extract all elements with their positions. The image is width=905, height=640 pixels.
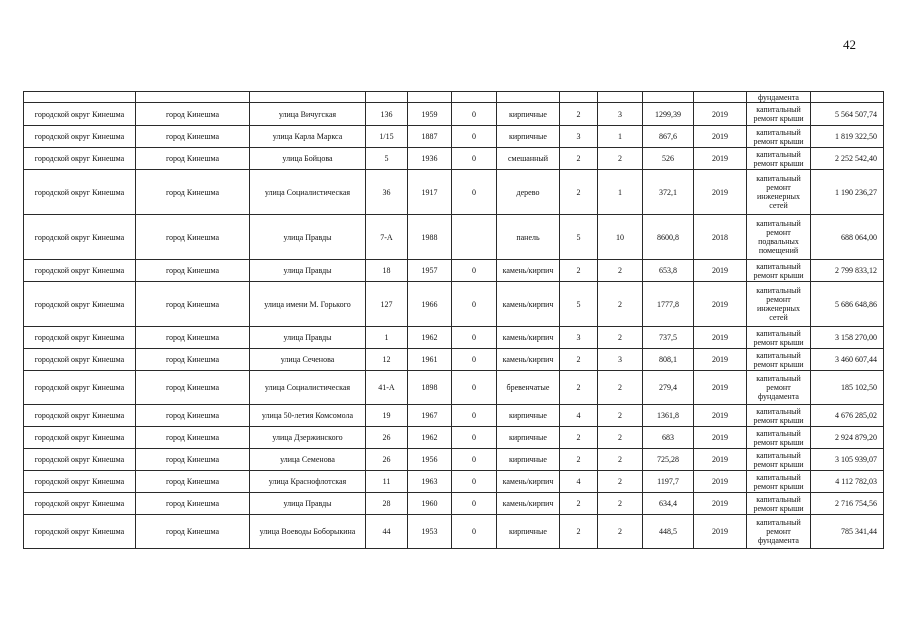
cell-floors: 4: [560, 405, 598, 427]
cell-area: 867,6: [643, 126, 694, 148]
cell-floors: 2: [560, 170, 598, 215]
cell-material: панель: [497, 215, 560, 260]
cell-year: 1961: [408, 349, 452, 371]
cell-district: городской округ Кинешма: [24, 493, 136, 515]
cell-area: 526: [643, 148, 694, 170]
cell-city: город Кинешма: [136, 327, 250, 349]
cell-planned-year: 2019: [694, 103, 747, 126]
cell-material: кирпичные: [497, 515, 560, 549]
work-type-cell: фундамента: [747, 92, 811, 103]
cell-col7: 0: [452, 449, 497, 471]
cell-work: капитальный ремонт крыши: [747, 405, 811, 427]
cell-entrances: 2: [598, 148, 643, 170]
cell-city: город Кинешма: [136, 449, 250, 471]
cell-planned-year: 2019: [694, 327, 747, 349]
cell-work: капитальный ремонт инженерных сетей: [747, 282, 811, 327]
cell-material: камень/кирпич: [497, 471, 560, 493]
cell-work: капитальный ремонт крыши: [747, 126, 811, 148]
cell-floors: 2: [560, 103, 598, 126]
table-row: [24, 405, 884, 427]
cell-house: 19: [366, 405, 408, 427]
cell-street: улица Сеченова: [250, 349, 366, 371]
cell-work: капитальный ремонт крыши: [747, 493, 811, 515]
cell-work: капитальный ремонт подвальных помещений: [747, 215, 811, 260]
cell-cost: 1 190 236,27: [811, 170, 884, 215]
cell-street: улица имени М. Горького: [250, 282, 366, 327]
cell-year: 1960: [408, 493, 452, 515]
cell-city: город Кинешма: [136, 282, 250, 327]
cell-cost: 2 716 754,56: [811, 493, 884, 515]
cell-year: 1936: [408, 148, 452, 170]
cell-planned-year: 2019: [694, 349, 747, 371]
table-row: [24, 215, 884, 260]
cell-house: 127: [366, 282, 408, 327]
cell-floors: 2: [560, 349, 598, 371]
cell-work: капитальный ремонт крыши: [747, 327, 811, 349]
cell-work: капитальный ремонт крыши: [747, 349, 811, 371]
cell-material: кирпичные: [497, 449, 560, 471]
cell-district: городской округ Кинешма: [24, 103, 136, 126]
cell-district: городской округ Кинешма: [24, 215, 136, 260]
cell-city: город Кинешма: [136, 170, 250, 215]
cell-work: капитальный ремонт крыши: [747, 103, 811, 126]
cell-district: городской округ Кинешма: [24, 515, 136, 549]
cell-planned-year: 2019: [694, 515, 747, 549]
cell-planned-year: 2019: [694, 170, 747, 215]
cell-house: 36: [366, 170, 408, 215]
cell-district: городской округ Кинешма: [24, 282, 136, 327]
cell-entrances: 2: [598, 282, 643, 327]
cell-area: 808,1: [643, 349, 694, 371]
cell-cost: 785 341,44: [811, 515, 884, 549]
cell-entrances: 2: [598, 371, 643, 405]
cell-house: 12: [366, 349, 408, 371]
cell-city: город Кинешма: [136, 148, 250, 170]
cell-street: улица Краснофлотская: [250, 471, 366, 493]
cell-work: капитальный ремонт крыши: [747, 427, 811, 449]
cell-entrances: 10: [598, 215, 643, 260]
cell-col7: 0: [452, 103, 497, 126]
cell-floors: 3: [560, 126, 598, 148]
cell-area: 737,5: [643, 327, 694, 349]
cell-entrances: 1: [598, 126, 643, 148]
cell-city: город Кинешма: [136, 215, 250, 260]
cell-district: городской округ Кинешма: [24, 449, 136, 471]
cell-district: городской округ Кинешма: [24, 427, 136, 449]
cell-entrances: 2: [598, 471, 643, 493]
cell-year: 1966: [408, 282, 452, 327]
cell-area: 653,8: [643, 260, 694, 282]
cell-area: 1361,8: [643, 405, 694, 427]
cell-material: смешанный: [497, 148, 560, 170]
cell-cost: 185 102,50: [811, 371, 884, 405]
cell-district: городской округ Кинешма: [24, 126, 136, 148]
cell-entrances: 1: [598, 170, 643, 215]
cell-district: городской округ Кинешма: [24, 260, 136, 282]
cell-street: улица Семенова: [250, 449, 366, 471]
cell-floors: 3: [560, 327, 598, 349]
cell-cost: 688 064,00: [811, 215, 884, 260]
cell-district: городской округ Кинешма: [24, 371, 136, 405]
cell-house: 7-А: [366, 215, 408, 260]
cell-cost: 3 460 607,44: [811, 349, 884, 371]
table-row: [24, 471, 884, 493]
cell-area: 1197,7: [643, 471, 694, 493]
cell-col7: 0: [452, 405, 497, 427]
cell-area: 448,5: [643, 515, 694, 549]
cell-col7: 0: [452, 471, 497, 493]
cell-area: 725,28: [643, 449, 694, 471]
cell-planned-year: 2019: [694, 471, 747, 493]
cell-district: городской округ Кинешма: [24, 148, 136, 170]
cell-city: город Кинешма: [136, 405, 250, 427]
cell-entrances: 2: [598, 493, 643, 515]
cell-col7: 0: [452, 126, 497, 148]
cell-col7: 0: [452, 170, 497, 215]
cell-area: 634,4: [643, 493, 694, 515]
cell-house: 26: [366, 449, 408, 471]
cell-year: 1898: [408, 371, 452, 405]
cell-col7: 0: [452, 349, 497, 371]
cell-district: городской округ Кинешма: [24, 471, 136, 493]
cell-material: дерево: [497, 170, 560, 215]
cell-city: город Кинешма: [136, 260, 250, 282]
cell-cost: 4 676 285,02: [811, 405, 884, 427]
cell-planned-year: 2019: [694, 427, 747, 449]
cell-area: 1299,39: [643, 103, 694, 126]
cell-entrances: 2: [598, 427, 643, 449]
cell-year: 1962: [408, 327, 452, 349]
cell-year: 1917: [408, 170, 452, 215]
cell-col7: 0: [452, 148, 497, 170]
housing-repair-table: [23, 91, 884, 549]
cell-city: город Кинешма: [136, 493, 250, 515]
cell-cost: 1 819 322,50: [811, 126, 884, 148]
cell-city: город Кинешма: [136, 471, 250, 493]
cell-floors: 5: [560, 282, 598, 327]
cell-floors: 5: [560, 215, 598, 260]
cell-planned-year: 2019: [694, 126, 747, 148]
cell-planned-year: 2019: [694, 371, 747, 405]
table-row: [24, 148, 884, 170]
cell-city: город Кинешма: [136, 427, 250, 449]
cell-material: кирпичные: [497, 103, 560, 126]
cell-house: 11: [366, 471, 408, 493]
cell-house: 41-А: [366, 371, 408, 405]
cell-street: улица Дзержинского: [250, 427, 366, 449]
cell-floors: 2: [560, 449, 598, 471]
table-row-continued: [24, 92, 884, 103]
cell-street: улица Правды: [250, 327, 366, 349]
cell-work: капитальный ремонт крыши: [747, 449, 811, 471]
cell-material: камень/кирпич: [497, 282, 560, 327]
cell-material: кирпичные: [497, 405, 560, 427]
cell-planned-year: 2019: [694, 449, 747, 471]
cell-year: 1962: [408, 427, 452, 449]
cell-street: улица Правды: [250, 260, 366, 282]
cell-col7: 0: [452, 327, 497, 349]
cell-entrances: 2: [598, 405, 643, 427]
cell-work: капитальный ремонт крыши: [747, 148, 811, 170]
cell-street: улица Социалистическая: [250, 170, 366, 215]
cell-year: 1957: [408, 260, 452, 282]
cell-floors: 4: [560, 471, 598, 493]
cell-planned-year: 2019: [694, 260, 747, 282]
cell-cost: 2 252 542,40: [811, 148, 884, 170]
cell-work: капитальный ремонт инженерных сетей: [747, 170, 811, 215]
table-row: [24, 170, 884, 215]
table-row: [24, 282, 884, 327]
table-row: [24, 515, 884, 549]
cell-area: 279,4: [643, 371, 694, 405]
cell-year: 1988: [408, 215, 452, 260]
cell-street: улица Бойцова: [250, 148, 366, 170]
cell-house: 136: [366, 103, 408, 126]
cell-work: капитальный ремонт крыши: [747, 260, 811, 282]
cell-house: 26: [366, 427, 408, 449]
cell-col7: 0: [452, 515, 497, 549]
table-row: [24, 493, 884, 515]
cell-planned-year: 2018: [694, 215, 747, 260]
cell-district: городской округ Кинешма: [24, 349, 136, 371]
cell-entrances: 3: [598, 103, 643, 126]
cell-year: 1956: [408, 449, 452, 471]
cell-city: город Кинешма: [136, 515, 250, 549]
cell-city: город Кинешма: [136, 103, 250, 126]
table-row: [24, 371, 884, 405]
cell-city: город Кинешма: [136, 126, 250, 148]
cell-planned-year: 2019: [694, 405, 747, 427]
cell-cost: 5 686 648,86: [811, 282, 884, 327]
cell-col7: 0: [452, 282, 497, 327]
cell-street: улица Карла Маркса: [250, 126, 366, 148]
cell-material: камень/кирпич: [497, 260, 560, 282]
cell-house: 44: [366, 515, 408, 549]
cell-cost: 2 799 833,12: [811, 260, 884, 282]
cell-house: 5: [366, 148, 408, 170]
cell-entrances: 3: [598, 349, 643, 371]
cell-entrances: 2: [598, 327, 643, 349]
cell-col7: 0: [452, 371, 497, 405]
cell-planned-year: 2019: [694, 282, 747, 327]
cell-entrances: 2: [598, 449, 643, 471]
cell-area: 8600,8: [643, 215, 694, 260]
cell-cost: 4 112 782,03: [811, 471, 884, 493]
cell-floors: 2: [560, 515, 598, 549]
cell-street: улица 50-летия Комсомола: [250, 405, 366, 427]
cell-year: 1963: [408, 471, 452, 493]
cell-col7: [452, 215, 497, 260]
cell-floors: 2: [560, 260, 598, 282]
cell-floors: 2: [560, 427, 598, 449]
cell-col7: 0: [452, 427, 497, 449]
cell-street: улица Вичугская: [250, 103, 366, 126]
table-row: [24, 349, 884, 371]
cell-floors: 2: [560, 148, 598, 170]
cell-col7: 0: [452, 493, 497, 515]
cell-district: городской округ Кинешма: [24, 327, 136, 349]
table-row: [24, 260, 884, 282]
cell-work: капитальный ремонт фундамента: [747, 515, 811, 549]
cell-street: улица Воеводы Боборыкина: [250, 515, 366, 549]
cell-street: улица Правды: [250, 215, 366, 260]
cell-city: город Кинешма: [136, 371, 250, 405]
cell-material: камень/кирпич: [497, 349, 560, 371]
cell-cost: 3 158 270,00: [811, 327, 884, 349]
cell-entrances: 2: [598, 260, 643, 282]
cell-col7: 0: [452, 260, 497, 282]
table-row: [24, 103, 884, 126]
cell-floors: 2: [560, 493, 598, 515]
cell-year: 1967: [408, 405, 452, 427]
cell-material: камень/кирпич: [497, 327, 560, 349]
cell-material: кирпичные: [497, 427, 560, 449]
cell-area: 372,1: [643, 170, 694, 215]
cell-work: капитальный ремонт крыши: [747, 471, 811, 493]
cell-area: 683: [643, 427, 694, 449]
cell-city: город Кинешма: [136, 349, 250, 371]
cell-cost: 5 564 507,74: [811, 103, 884, 126]
cell-material: бревенчатые: [497, 371, 560, 405]
cell-planned-year: 2019: [694, 148, 747, 170]
cell-house: 18: [366, 260, 408, 282]
cell-district: городской округ Кинешма: [24, 170, 136, 215]
cell-work: капитальный ремонт фундамента: [747, 371, 811, 405]
cell-district: городской округ Кинешма: [24, 405, 136, 427]
cell-entrances: 2: [598, 515, 643, 549]
cell-floors: 2: [560, 371, 598, 405]
cell-cost: 3 105 939,07: [811, 449, 884, 471]
table-row: [24, 126, 884, 148]
cell-house: 28: [366, 493, 408, 515]
cell-year: 1887: [408, 126, 452, 148]
cell-cost: 2 924 879,20: [811, 427, 884, 449]
table-row: [24, 427, 884, 449]
cell-street: улица Правды: [250, 493, 366, 515]
cell-year: 1953: [408, 515, 452, 549]
cell-material: камень/кирпич: [497, 493, 560, 515]
table-row: [24, 327, 884, 349]
cell-street: улица Социалистическая: [250, 371, 366, 405]
cell-house: 1/15: [366, 126, 408, 148]
cell-area: 1777,8: [643, 282, 694, 327]
cell-planned-year: 2019: [694, 493, 747, 515]
cell-material: кирпичные: [497, 126, 560, 148]
table-body: [24, 92, 884, 549]
table-row: [24, 449, 884, 471]
cell-year: 1959: [408, 103, 452, 126]
page-number: 42: [843, 37, 856, 52]
cell-house: 1: [366, 327, 408, 349]
